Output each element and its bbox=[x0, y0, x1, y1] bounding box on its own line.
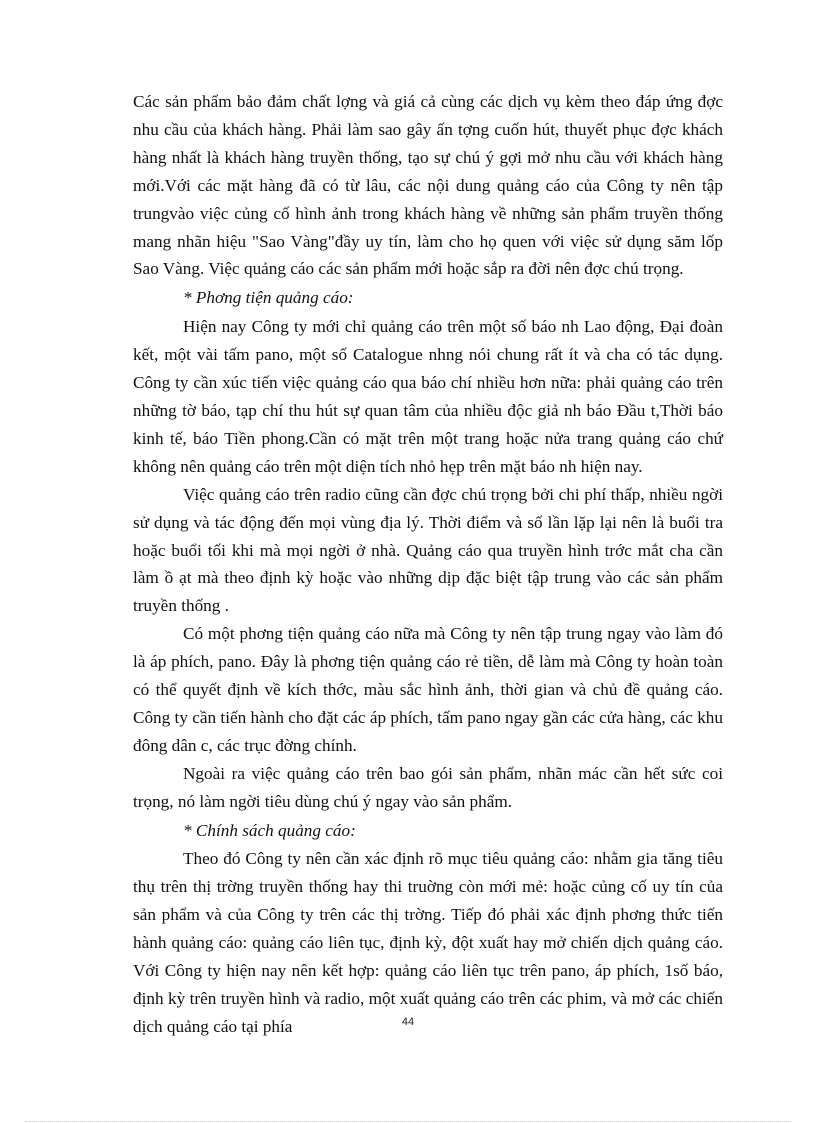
paragraph-print-media: Hiện nay Công ty mới chỉ quảng cáo trên một số báo nh Lao động, Đại đoàn kết, một vài tấm pano, một số Catalogue nhng nói chung rất ít và cha có tác dụng. Công ty cần xúc tiến việc quảng cáo qua báo chí nhiều hơn nữa: phải quảng cáo trên những tờ báo, tạp chí thu hút sự quan tâm của nhiều độc giả nh báo Đầu t,Thời báo kinh tế, báo Tiền phong.Cần có mặt trên một trang hoặc nửa trang quảng cáo chứ không nên quảng cáo trên một diện tích nhỏ hẹp trên mặt báo nh hiện nay. bbox=[133, 317, 723, 476]
paragraph-posters: Có một phơng tiện quảng cáo nữa mà Công ty nên tập trung ngay vào làm đó là áp phích, pano. Đây là phơng tiện quảng cáo rẻ tiền, dễ làm mà Công ty hoàn toàn có thể quyết định về kích thớc, màu sắc hình ảnh, thời gian và chủ đề quảng cáo. Công ty cần tiến hành cho đặt các áp phích, tấm pano ngay gần các cửa hàng, các khu đông dân c, các trục đờng chính. bbox=[133, 624, 723, 755]
page-bottom-divider bbox=[25, 1121, 791, 1122]
paragraph-packaging: Ngoài ra việc quảng cáo trên bao gói sản phẩm, nhãn mác cần hết sức coi trọng, nó làm ngời tiêu dùng chú ý ngay vào sản phẩm. bbox=[133, 763, 723, 811]
paragraph-intro: Các sản phẩm bảo đảm chất lợng và giá cả cùng các dịch vụ kèm theo đáp ứng đợc nhu cầu của khách hàng. Phải làm sao gây ấn tợng cuốn hút, thuyết phục đợc khách hàng nhất là khách hàng truyền thống, tạo sự chú ý gợi mở nhu cầu với khách hàng mới.Với các mặt hàng đã có từ lâu, các nội dung quảng cáo của Công ty nên tập trungvào việc củng cố hình ảnh trong khách hàng về những sản phẩm truyền thống mang nhãn hiệu "Sao Vàng"đầy uy tín, làm cho họ quen với việc sử dụng săm lốp Sao Vàng. Việc quảng cáo các sản phẩm mới hoặc sắp ra đời nên đợc chú trọng. bbox=[133, 92, 723, 279]
paragraph-radio-tv: Việc quảng cáo trên radio cũng cần đợc chú trọng bởi chi phí thấp, nhiều ngời sử dụng và tác động đến mọi vùng địa lý. Thời điểm và số lần lặp lại nên là buổi tra hoặc buổi tối khi mà mọi ngời ở nhà. Quảng cáo qua truyền hình trớc mắt cha cần làm ồ ạt mà theo định kỳ hoặc vào những dịp đặc biệt tập trung vào các sản phẩm truyền thống . bbox=[133, 484, 723, 616]
paragraph-policy: Theo đó Công ty nên cần xác định rõ mục tiêu quảng cáo: nhằm gia tăng tiêu thụ trên thị trờng truyền thống hay thi truờng còn mới mẻ: hoặc củng cố uy tín của sản phẩm và của Công ty trên các thị trờng. Tiếp đó phải xác định phơng thức tiến hành quảng cáo: quảng cáo liên tục, định kỳ, đột xuất hay mở chiến dịch quảng cáo. Với Công ty hiện nay nên kết hợp: quảng cáo liên tục trên pano, áp phích, 1số báo, định kỳ trên truyền hình và radio, một xuất quảng cáo trên các phim, và mở các chiến dịch quảng cáo tại phía bbox=[133, 849, 723, 1036]
heading-policy: * Chính sách quảng cáo: bbox=[183, 820, 356, 840]
page-number: 44 bbox=[401, 1016, 415, 1028]
heading-media: * Phơng tiện quảng cáo: bbox=[183, 288, 354, 308]
document-body bbox=[133, 88, 723, 1041]
